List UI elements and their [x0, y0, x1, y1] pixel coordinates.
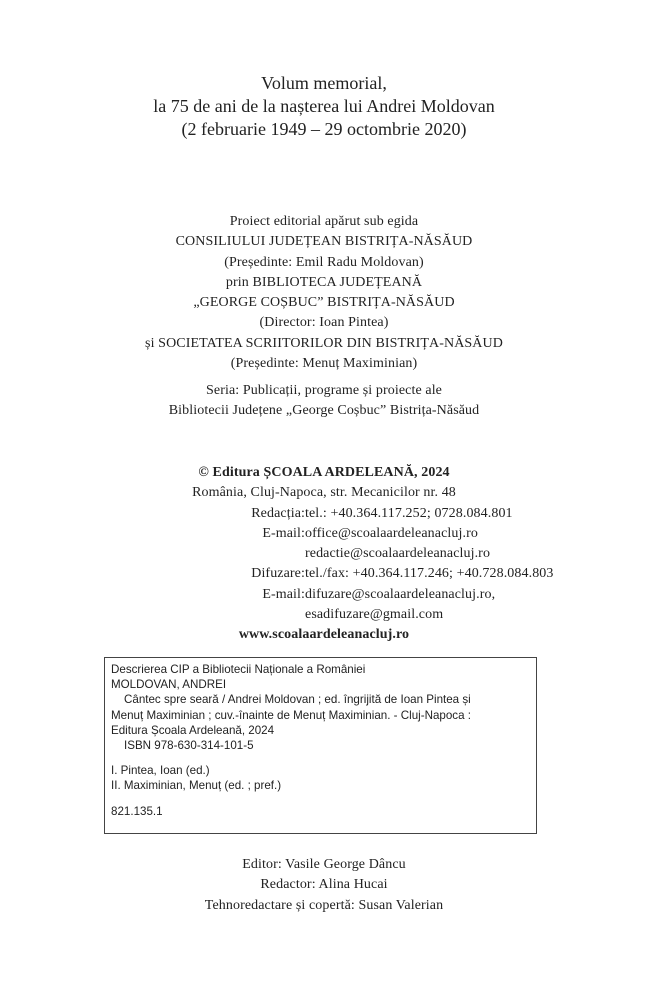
credit-redactor: Redactor: Alina Hucai [260, 877, 388, 893]
project-line: Proiect editorial apărut sub egida [229, 214, 419, 229]
cip-book-title: Cântec spre seară [124, 693, 219, 707]
series-line-1: Seria: Publicații, programe și proiecte ale [206, 383, 442, 398]
cip-description-line-3: Editura Școala Ardeleană, 2024 [111, 723, 275, 737]
credit-tehnoredactare: Tehnoredactare și copertă: Susan Valerian [204, 897, 444, 913]
cip-description-text: / Andrei Moldovan ; ed. îngrijită de Ioan Pintea și [218, 693, 471, 707]
credit-editor: Editor: Vasile George Dâncu [242, 857, 406, 872]
editorial-project-block [0, 212, 648, 374]
project-line: CONSILIULUI JUDEȚEAN BISTRIȚA-NĂSĂUD [175, 234, 473, 250]
title-line-2: la 75 de ani de la nașterea lui Andrei Moldovan [153, 96, 495, 116]
cip-isbn: ISBN 978-630-314-101-5 [124, 739, 254, 753]
title-line-1: Volum memorial, [261, 73, 387, 93]
cip-author: MOLDOVAN, ANDREI [111, 678, 227, 692]
cip-description-line-2: Menuț Maximinian ; cuv.-înainte de Menuț Maximinian. - Cluj-Napoca : [111, 708, 471, 722]
cip-heading: Descrierea CIP a Bibliotecii Naționale a României [111, 663, 366, 676]
cip-entry-2: II. Maximinian, Menuț (ed. ; pref.) [111, 779, 282, 793]
redactie-email-link[interactable]: redactie@scoalaardeleanacluj.ro [305, 546, 491, 562]
series-block [0, 381, 648, 422]
cip-description-line [111, 692, 530, 707]
project-line: (Președinte: Emil Radu Moldovan) [224, 254, 424, 270]
project-line: „GEORGE COȘBUC” BISTRIȚA-NĂSĂUD [193, 295, 455, 311]
publisher-block [0, 463, 648, 646]
copyright-line: © Editura ȘCOALA ARDELEANĂ, 2024 [198, 465, 450, 480]
project-line: (Director: Ioan Pintea) [259, 315, 389, 331]
difuzare-phone: tel./fax: +40.364.117.246; +40.728.084.803 [305, 566, 554, 582]
difuzare-label: Difuzare: [251, 566, 305, 582]
project-line: (Președinte: Menuț Maximinian) [230, 356, 418, 372]
cip-udc-code: 821.135.1 [111, 804, 163, 818]
website-link[interactable]: www.scoalaardeleanacluj.ro [238, 627, 410, 643]
email-label-2: E-mail: [262, 586, 305, 602]
project-line: și SOCIETATEA SCRIITORILOR DIN BISTRIȚA-NĂSĂUD [145, 335, 503, 351]
memorial-title-block [0, 72, 648, 141]
difuzare-email-link[interactable]: difuzare@scoalaardeleanacluj.ro, [305, 586, 496, 602]
publisher-address: România, Cluj-Napoca, str. Mecanicilor nr. 48 [192, 485, 456, 501]
cip-description-box [104, 657, 537, 834]
office-email-link[interactable]: office@scoalaardeleanacluj.ro [305, 525, 478, 541]
credits-block [0, 855, 648, 916]
redactia-label: Redacția: [251, 505, 305, 521]
project-line: prin BIBLIOTECA JUDEȚEANĂ [225, 274, 423, 290]
cip-entry-1: I. Pintea, Ioan (ed.) [111, 764, 210, 778]
title-dates-line: (2 februarie 1949 – 29 octombrie 2020) [181, 119, 467, 139]
email-label: E-mail: [262, 525, 305, 541]
gmail-email-link[interactable]: esadifuzare@gmail.com [305, 607, 444, 623]
series-line-2: Bibliotecii Județene „George Coșbuc” Bistrița-Năsăud [168, 403, 480, 419]
redactia-phone: tel.: +40.364.117.252; 0728.084.801 [305, 505, 513, 521]
